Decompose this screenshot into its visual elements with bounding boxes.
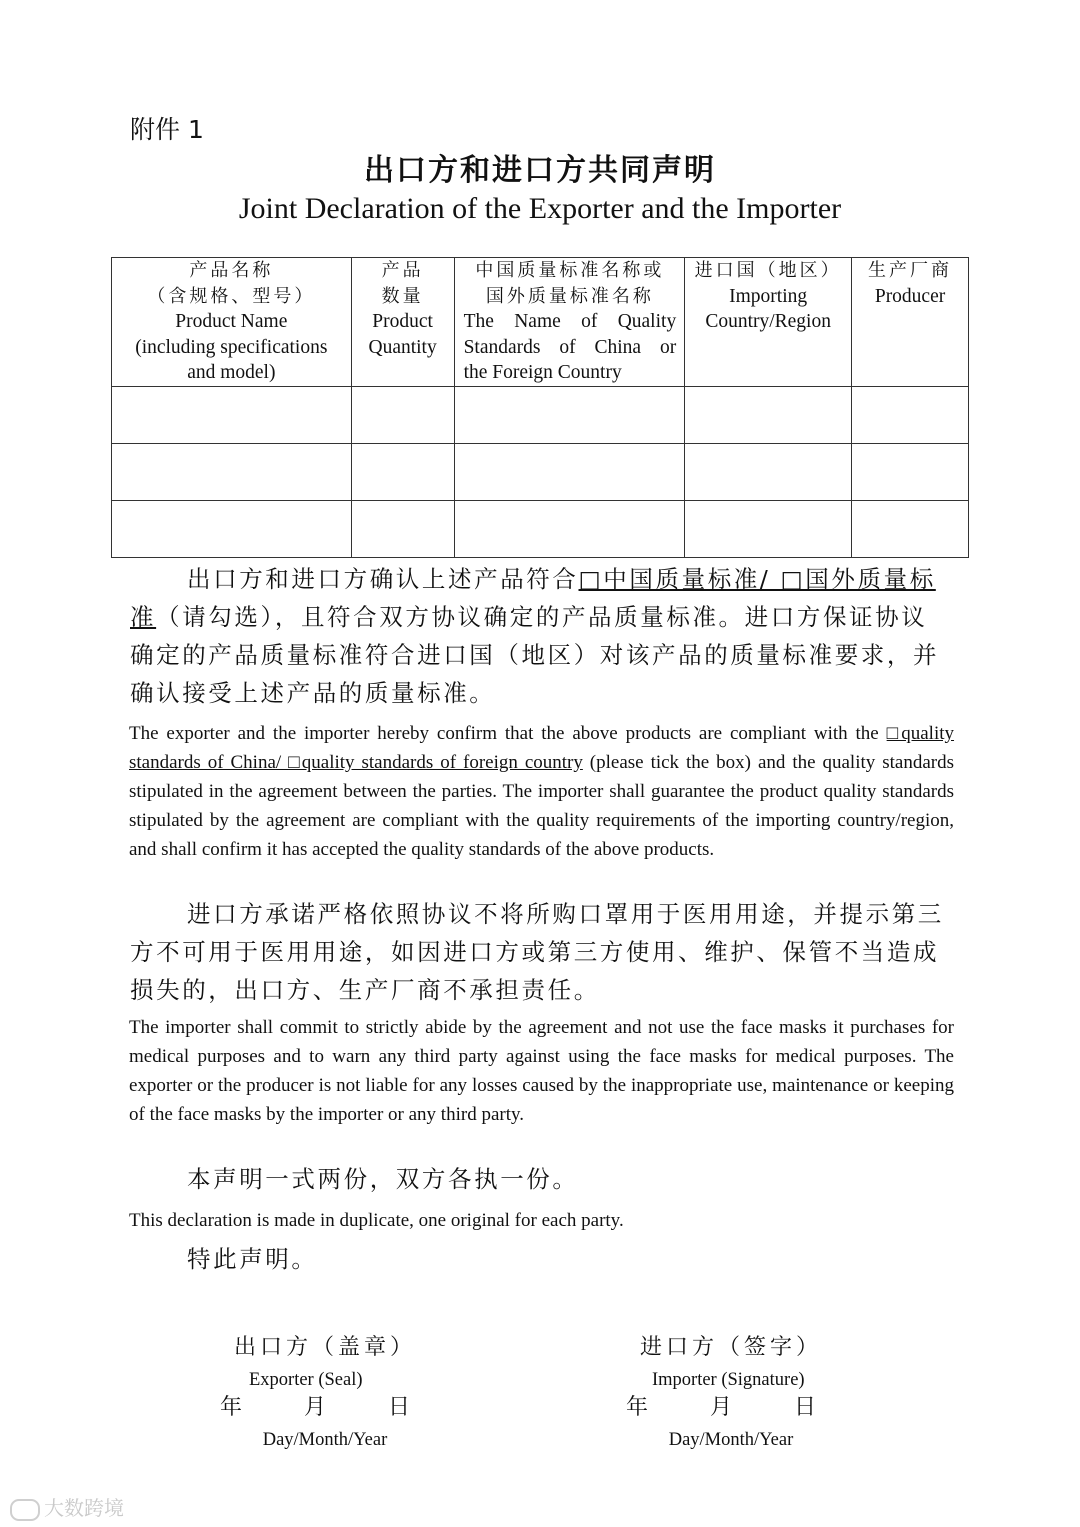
confirmation-lead-cn: 出口方和进口方确认上述产品符合 (187, 565, 579, 593)
duplicate-paragraph-cn: 本声明一式两份，双方各执一份。 (187, 1165, 579, 1193)
exporter-signature-block (205, 1331, 445, 1453)
exporter-seal-label-cn: 出口方（盖章） (233, 1335, 416, 1360)
watermark-text: 大数跨境 (44, 1496, 124, 1520)
table-cell[interactable] (351, 386, 454, 443)
quality-standard-checkboxes-en[interactable]: □quality standards of China/ □quality standards of foreign country (129, 723, 955, 773)
header-product-quantity: 产品 数量 Product Quantity (351, 258, 454, 387)
table-cell[interactable] (685, 500, 852, 557)
header-producer: 生产厂商 Producer (852, 258, 969, 387)
table-cell[interactable] (351, 500, 454, 557)
header-quality-standard: 中国质量标准名称或 国外质量标准名称 The Name of Quality Standards of China or the Foreign Country (454, 258, 685, 387)
table-cell[interactable] (852, 500, 969, 557)
importer-signature-block (611, 1331, 851, 1453)
attachment-label: 附件 1 (130, 115, 204, 144)
table-row (112, 500, 969, 557)
document-title-cn: 出口方和进口方共同声明 (364, 153, 716, 188)
table-cell[interactable] (454, 500, 685, 557)
table-cell[interactable] (852, 386, 969, 443)
table-header-row (112, 258, 969, 387)
importer-signature-label-en: Importer (Signature) (652, 1370, 805, 1390)
table-cell[interactable] (454, 386, 685, 443)
importer-signature-label-cn: 进口方（签字） (639, 1335, 822, 1360)
table-cell[interactable] (852, 443, 969, 500)
table-cell[interactable] (112, 500, 352, 557)
confirmation-rest-en: (please tick the box) and the quality standards stipulated in the agreement between the parties. The importer shall guarantee the product quality standards stipulated by the agreement are compliant with the quality requirements of the importing country/region, and shall confirm it has accepted the quality standards of the above products. (129, 752, 954, 860)
header-product-name: 产品名称 （含规格、型号） Product Name (including specifications and model) (112, 258, 352, 387)
exporter-date-cn: 年 月 日 (219, 1395, 430, 1420)
importer-date-cn: 年 月 日 (625, 1395, 836, 1420)
table-cell[interactable] (112, 443, 352, 500)
watermark-logo-icon (10, 1499, 40, 1521)
quality-standard-checkboxes-cn[interactable]: □中国质量标准/ □国外质量标准 (130, 565, 936, 631)
commitment-paragraph-en: The importer shall commit to strictly abide by the agreement and not use the face masks it purchases for medical purposes and to warn any third party against using the face masks for medical purposes. The exporter or the producer is not liable for any losses caused by the inappropriate use, maintenance or keeping of the face masks by the importer or any third party. (129, 1017, 954, 1125)
table-cell[interactable] (351, 443, 454, 500)
duplicate-paragraph-en: This declaration is made in duplicate, one original for each party. (129, 1210, 624, 1231)
commitment-paragraph-cn: 进口方承诺严格依照协议不将所购口罩用于医用用途，并提示第三方不可用于医用用途，如因进口方或第三方使用、维护、保管不当造成损失的，出口方、生产厂商不承担责任。 (130, 900, 944, 1004)
table-cell[interactable] (454, 443, 685, 500)
table-cell[interactable] (685, 386, 852, 443)
confirmation-paragraph-cn (130, 560, 952, 712)
table-row (112, 443, 969, 500)
exporter-seal-label-en: Exporter (Seal) (249, 1370, 363, 1390)
document-title-en: Joint Declaration of the Exporter and the Importer (238, 192, 842, 225)
header-importing-country: 进口国（地区） Importing Country/Region (685, 258, 852, 387)
table-row (112, 386, 969, 443)
declaration-table (111, 257, 969, 558)
hereby-declare-cn: 特此声明。 (187, 1245, 318, 1273)
importer-date-en: Day/Month/Year (668, 1430, 794, 1450)
confirmation-paragraph-en (129, 719, 954, 864)
exporter-date-en: Day/Month/Year (262, 1430, 388, 1450)
watermark (10, 1492, 124, 1521)
table-cell[interactable] (112, 386, 352, 443)
confirmation-rest-cn: （请勾选），且符合双方协议确定的产品质量标准。进口方保证协议确定的产品质量标准符合进口国（地区）对该产品的质量标准要求，并确认接受上述产品的质量标准。 (130, 603, 940, 707)
confirmation-lead-en: The exporter and the importer hereby confirm that the above products are compliant with the (129, 723, 879, 744)
table-cell[interactable] (685, 443, 852, 500)
